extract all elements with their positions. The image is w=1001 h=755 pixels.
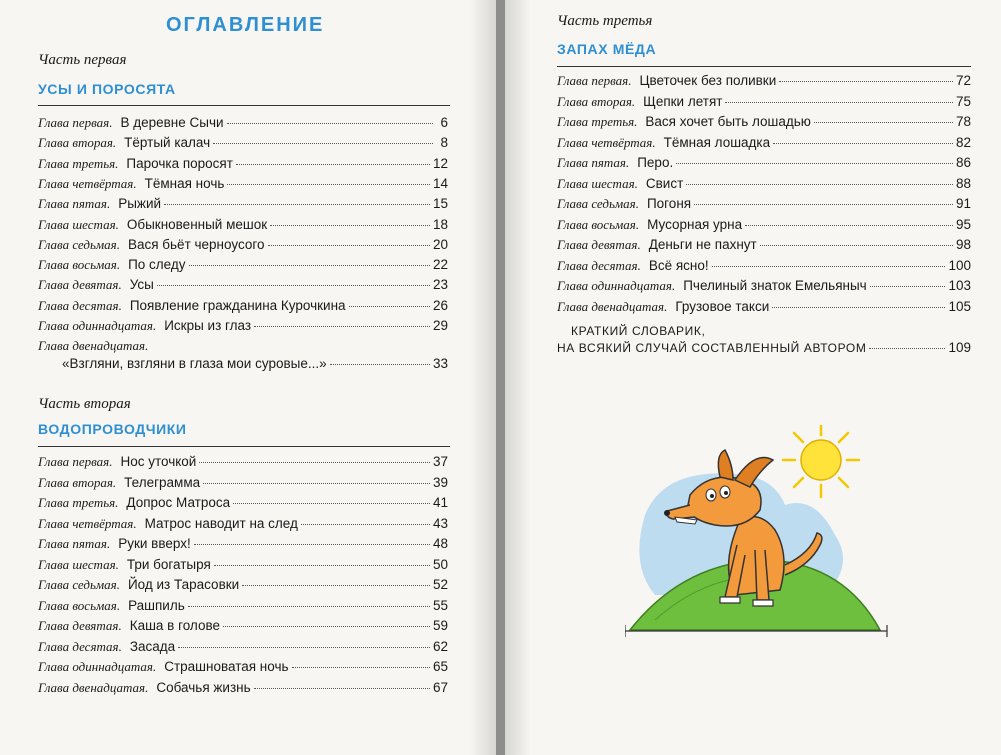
page-number: 26 (432, 297, 448, 313)
toc-row[interactable] (38, 217, 448, 237)
toc-title: ОГЛАВЛЕНИЕ (166, 14, 325, 36)
chapter-title: Рашпиль (128, 597, 185, 613)
page-number: 72 (955, 73, 971, 88)
chapter-label: Глава первая. (38, 115, 113, 130)
leader-dots (236, 163, 430, 165)
chapter-label: Глава одиннадцатая. (557, 278, 676, 293)
toc-row[interactable] (38, 639, 448, 659)
part2-title: ВОДОПРОВОДЧИКИ (38, 421, 187, 437)
toc-row[interactable] (557, 114, 971, 134)
leader-dots (773, 142, 953, 144)
chapter-title: Перо. (637, 155, 674, 170)
chapter-title: Щепки летят (643, 93, 723, 109)
chapter-label: Глава десятая. (557, 257, 641, 273)
toc-row[interactable] (557, 155, 971, 175)
page-number: 50 (432, 556, 448, 572)
chapter-title: Деньги не пахнут (648, 237, 757, 252)
leader-dots (203, 482, 430, 484)
leader-dots (869, 347, 945, 349)
chapter-title: Появление гражданина Курочкина (129, 297, 346, 313)
toc-row[interactable] (38, 618, 448, 638)
toc-row[interactable] (38, 659, 448, 679)
page-number: 22 (432, 257, 448, 273)
glossary-line1: КРАТКИЙ СЛОВАРИК, (571, 324, 706, 338)
chapter-label: Глава первая. (38, 454, 113, 469)
page-number: 29 (432, 318, 448, 333)
chapter-label: Глава восьмая. (38, 257, 121, 273)
page-number: 59 (432, 618, 448, 633)
toc-row[interactable] (38, 257, 448, 277)
page-number: 48 (432, 536, 448, 551)
chapter-label: Глава десятая. (38, 297, 122, 313)
chapter-title: Три богатыря (126, 556, 211, 572)
toc-row[interactable] (38, 680, 448, 700)
chapter-label: Глава одиннадцатая. (38, 659, 157, 674)
toc-row[interactable] (38, 115, 448, 135)
chapter-title: Погоня (646, 196, 692, 211)
leader-dots (164, 203, 430, 205)
chapter-label: Глава пятая. (38, 196, 111, 212)
chapter-label: Глава одиннадцатая. (38, 318, 157, 333)
page-number: 20 (432, 236, 448, 252)
chapter-label: Глава девятая. (557, 237, 641, 252)
right-page (505, 0, 1001, 755)
part1-ch12-row[interactable] (62, 356, 448, 376)
page-number: 98 (955, 237, 971, 252)
part1-title: УСЫ И ПОРОСЯТА (38, 81, 176, 97)
chapter-title: Парочка поросят (126, 155, 233, 171)
leader-dots (686, 183, 953, 185)
page-number: 65 (432, 659, 448, 674)
chapter-label: Глава двенадцатая. (557, 298, 668, 314)
chapter-title: Страшноватая ночь (164, 659, 289, 674)
page-number: 105 (948, 298, 971, 314)
chapter-title: Каша в голове (129, 618, 220, 633)
toc-row[interactable] (38, 298, 448, 318)
toc-row[interactable] (38, 176, 448, 196)
page-number: 75 (955, 93, 971, 109)
leader-dots (694, 203, 953, 205)
leader-dots (330, 363, 430, 365)
chapter-label: Глава четвёртая. (38, 515, 137, 531)
toc-row[interactable] (38, 454, 448, 474)
leader-dots (760, 244, 953, 246)
toc-row[interactable] (38, 475, 448, 495)
left-page (0, 0, 496, 755)
chapter-label: Глава двенадцатая. (38, 679, 149, 695)
chapter-label: Глава третья. (38, 155, 119, 171)
chapter-title: Усы (129, 277, 154, 293)
page-number: 12 (432, 155, 448, 171)
chapter-title: Нос уточкой (120, 454, 197, 469)
chapter-title: По следу (128, 257, 186, 273)
chapter-title: Тёртый калач (124, 135, 211, 151)
page-number: 52 (432, 577, 448, 592)
chapter-title: «Взгляни, взгляни в глаза мои суровые...» (62, 356, 327, 371)
toc-row[interactable] (38, 156, 448, 176)
leader-dots (270, 224, 430, 226)
chapter-title: Телеграмма (124, 474, 201, 490)
chapter-label: Глава шестая. (38, 216, 119, 232)
leader-dots (745, 224, 953, 226)
leader-dots (223, 625, 430, 627)
chapter-label: Глава вторая. (38, 474, 117, 490)
toc-row[interactable] (38, 577, 448, 597)
chapter-title: Засада (129, 638, 176, 654)
chapter-label: Глава восьмая. (38, 597, 121, 613)
chapter-label: Глава первая. (557, 73, 632, 88)
chapter-label: Глава восьмая. (557, 216, 640, 232)
chapter-label: Глава третья. (557, 114, 638, 129)
page-number: 37 (432, 454, 448, 469)
page-number: 67 (432, 679, 448, 695)
chapter-label: Глава седьмая. (38, 577, 120, 592)
part1-ch12-label: Глава двенадцатая. (38, 338, 149, 353)
leader-dots (213, 142, 433, 144)
chapter-title: Рыжий (118, 196, 162, 212)
part2-divider (38, 446, 450, 447)
page-number: 82 (955, 134, 971, 150)
chapter-title: Йод из Тарасовки (127, 577, 240, 592)
toc-row[interactable] (557, 73, 971, 93)
leader-dots (227, 183, 430, 185)
dog-on-hill-with-sun-icon (625, 425, 895, 640)
toc-row[interactable] (557, 196, 971, 216)
page-number: 8 (440, 135, 448, 151)
page-number: 6 (440, 115, 448, 130)
toc-row[interactable] (38, 318, 448, 338)
chapter-label: Глава вторая. (557, 93, 636, 109)
part1-divider (38, 105, 450, 106)
chapter-label: Глава третья. (38, 495, 119, 510)
leader-dots (301, 523, 430, 525)
chapter-title: Собачья жизнь (156, 679, 251, 695)
leader-dots (188, 605, 430, 607)
toc-row[interactable] (557, 135, 971, 155)
leader-dots (712, 265, 946, 267)
leader-dots (725, 101, 953, 103)
page-number: 39 (432, 474, 448, 490)
toc-row[interactable] (38, 516, 448, 536)
page-number: 23 (432, 277, 448, 293)
toc-row[interactable] (557, 237, 971, 257)
toc-row[interactable] (557, 176, 971, 196)
page-number: 88 (955, 175, 971, 191)
leader-dots (772, 306, 945, 308)
page-number: 14 (432, 175, 448, 191)
part2-label: Часть вторая (38, 396, 131, 412)
leader-dots (194, 543, 430, 545)
chapter-title: Вася бьёт черноусого (127, 236, 265, 252)
page-number: 43 (432, 515, 448, 531)
page-number: 86 (955, 155, 971, 170)
chapter-title: Тёмная лошадка (663, 134, 771, 150)
toc-row[interactable] (557, 299, 971, 319)
toc-row[interactable] (38, 536, 448, 556)
part3-label: Часть третья (557, 13, 653, 29)
page-number: 55 (432, 597, 448, 613)
leader-dots (199, 461, 430, 463)
glossary-line2: НА ВСЯКИЙ СЛУЧАЙ СОСТАВЛЕННЫЙ АВТОРОМ (557, 341, 867, 355)
toc-row[interactable] (38, 598, 448, 618)
part1-label: Часть первая (38, 52, 127, 68)
toc-row[interactable] (557, 278, 971, 298)
page-number: 103 (948, 278, 971, 293)
page-number: 91 (955, 196, 971, 211)
chapter-label: Глава четвёртая. (38, 175, 137, 191)
glossary-row[interactable] (557, 340, 971, 360)
chapter-title: Вася хочет быть лошадью (645, 114, 811, 129)
chapter-title: Мусорная урна (647, 216, 743, 232)
chapter-label: Глава пятая. (38, 536, 111, 551)
chapter-title: Допрос Матроса (126, 495, 231, 510)
leader-dots (233, 502, 430, 504)
page-number: 33 (432, 356, 448, 371)
page-number: 100 (948, 257, 971, 273)
chapter-title: Грузовое такси (675, 298, 770, 314)
chapter-label: Глава шестая. (38, 556, 119, 572)
toc-row[interactable] (557, 258, 971, 278)
chapter-title: Искры из глаз (164, 318, 252, 333)
chapter-title: Всё ясно! (648, 257, 709, 273)
chapter-title: Тёмная ночь (144, 175, 225, 191)
chapter-label: Глава девятая. (38, 618, 122, 633)
chapter-title: Обыкновенный мешок (126, 216, 268, 232)
toc-row[interactable] (38, 495, 448, 515)
leader-dots (349, 305, 430, 307)
leader-dots (676, 162, 953, 164)
toc-row[interactable] (38, 196, 448, 216)
toc-row[interactable] (38, 277, 448, 297)
chapter-title: Матрос наводит на след (144, 515, 298, 531)
chapter-title: В деревне Сычи (120, 115, 224, 130)
chapter-label: Глава девятая. (38, 277, 122, 293)
toc-row[interactable] (38, 557, 448, 577)
leader-dots (779, 80, 953, 82)
chapter-label: Глава седьмая. (38, 236, 120, 252)
toc-row[interactable] (557, 217, 971, 237)
leader-dots (268, 244, 430, 246)
chapter-label: Глава десятая. (38, 638, 122, 654)
page-number: 15 (432, 196, 448, 212)
chapter-title: Свист (645, 175, 684, 191)
page-number: 109 (948, 340, 971, 355)
toc-row[interactable] (38, 237, 448, 257)
leader-dots (254, 687, 430, 689)
leader-dots (870, 285, 946, 287)
toc-row[interactable] (38, 135, 448, 155)
page-number: 62 (432, 638, 448, 654)
page-number: 41 (432, 495, 448, 510)
page-number: 78 (955, 114, 971, 129)
leader-dots (157, 284, 430, 286)
leader-dots (214, 564, 430, 566)
leader-dots (242, 584, 430, 586)
chapter-title: Пчелиный знаток Емельяныч (683, 278, 867, 293)
leader-dots (292, 666, 430, 668)
page-number: 95 (955, 216, 971, 232)
leader-dots (189, 264, 430, 266)
chapter-label: Глава пятая. (557, 155, 630, 170)
part3-title: ЗАПАХ МЁДА (557, 41, 657, 57)
chapter-title: Руки вверх! (118, 536, 191, 551)
leader-dots (178, 646, 430, 648)
chapter-label: Глава вторая. (38, 135, 117, 151)
page-number: 18 (432, 216, 448, 232)
leader-dots (227, 122, 433, 124)
chapter-label: Глава седьмая. (557, 196, 639, 211)
leader-dots (814, 121, 953, 123)
toc-row[interactable] (557, 94, 971, 114)
leader-dots (254, 325, 430, 327)
chapter-label: Глава четвёртая. (557, 134, 656, 150)
part3-divider (557, 66, 971, 67)
chapter-title: Цветочек без поливки (639, 73, 777, 88)
chapter-label: Глава шестая. (557, 175, 638, 191)
